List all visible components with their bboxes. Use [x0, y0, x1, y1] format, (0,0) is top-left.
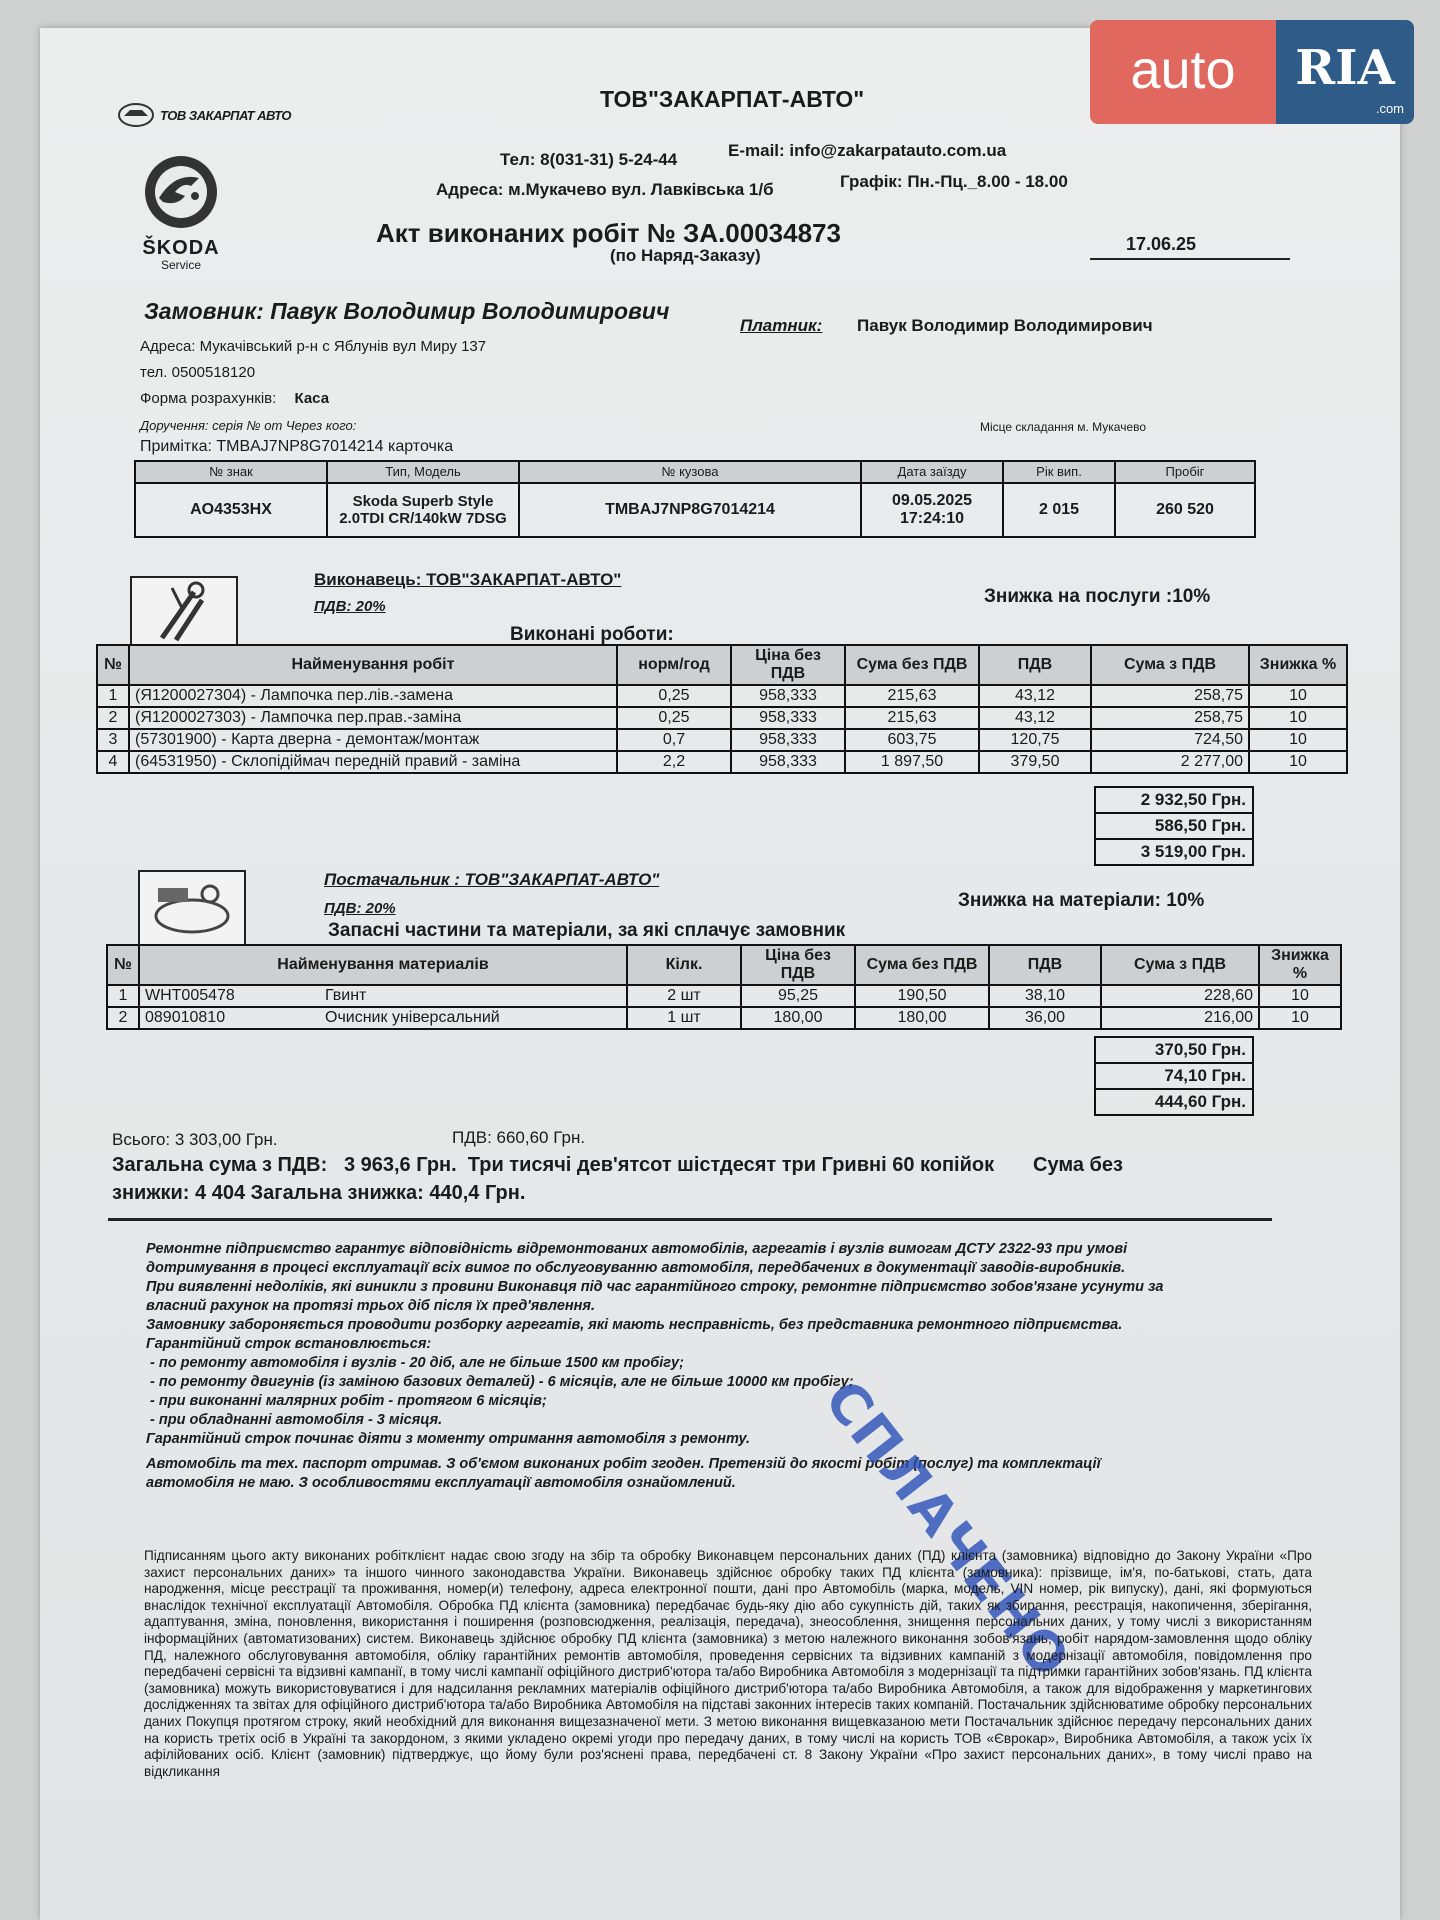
works-image: [130, 576, 238, 654]
parts-image: [138, 870, 246, 948]
works-row-total: 2 277,00: [1091, 751, 1249, 773]
parts-row-code: WHT005478: [145, 987, 235, 1004]
works-row-vat: 43,12: [979, 685, 1091, 707]
vehicle-header-mileage: Пробіг: [1115, 461, 1255, 483]
works-row-name: (Я1200027303) - Лампочка пер.прав.-заміна: [129, 707, 617, 729]
works-row: [97, 707, 1347, 729]
works-row: [97, 751, 1347, 773]
works-row-sum: 603,75: [845, 729, 979, 751]
payer-line: [740, 316, 1153, 336]
works-row-vat: 379,50: [979, 751, 1091, 773]
customer-label: Замовник:: [144, 298, 264, 324]
works-executor: Виконавець: ТОВ"ЗАКАРПАТ-АВТО": [314, 570, 622, 589]
payment-form-value: Каса: [294, 390, 330, 407]
works-total-gross: 3 519,00 Грн.: [1094, 840, 1254, 866]
document-sheet: [40, 28, 1400, 1920]
vehicle-header-year: Рік вип.: [1003, 461, 1115, 483]
warranty-line: Замовнику забороняється проводити розборку агрегатів, які мають несправність, без представника ремонтного підприємства.: [146, 1317, 1123, 1333]
parts-row-price: 180,00: [741, 1007, 855, 1029]
parts-total-gross: 444,60 Грн.: [1094, 1090, 1254, 1116]
works-total-net: 2 932,50 Грн.: [1094, 786, 1254, 814]
vehicle-header-date: Дата заїзду: [861, 461, 1003, 483]
customer-note: Примітка: TMBAJ7NP8G7014214 карточка: [140, 438, 454, 455]
works-row-price: 958,333: [731, 751, 845, 773]
vehicle-date-in: 09.05.2025 17:24:10: [861, 483, 1003, 537]
works-row-discount: 10: [1249, 751, 1347, 773]
warranty-line: - при виконанні малярних робіт - протягом 6 місяців;: [146, 1393, 547, 1409]
parts-row-code: 089010810: [145, 1009, 226, 1026]
parts-row-sum: 180,00: [855, 1007, 989, 1029]
works-row-total: 258,75: [1091, 707, 1249, 729]
works-row-name: (Я1200027304) - Лампочка пер.лів.-замена: [129, 685, 617, 707]
vehicle-header-model: Тип, Модель: [327, 461, 519, 483]
watermark-ria-block: [1276, 20, 1414, 124]
warranty-line: При виявленні недоліків, які виникли з провини Виконавця під час гарантійного строку, ремонтне підприємство зобов'язане усунути за: [146, 1279, 1164, 1295]
warranty-line: - по ремонту автомобіля і вузлів - 20 діб, але не більше 1500 км пробігу;: [146, 1355, 684, 1371]
warranty-line: власний рахунок на протязі трьох діб після їх пред'явлення.: [146, 1298, 596, 1314]
privacy-consent-text: Підписанням цього акту виконаних робітклієнт надає свою згоду на збір та обробку Виконавцем персональних даних (ПД) клієнта (замовника) відповідно до Закону України «Про захист персональних даних» та іншого чинного законодавства України. Виконавець здійснює обробку таких ПД клієнта (замовника): прізвище, ім'я, по-батькові, стать, дата народження, місце реєстрації та проживання, номер(и) телефону, адреса електронної пошти, дані про Автомобіль (марка, модель, VIN номер, рік випуску), дані, які формуються внаслідок технічної експлуатації Автомобіля. Обробка ПД клієнта (замовника) передбачає будь-яку дію або сукупність дій, таких як збирання, реєстрація, накопичення, зберігання, адаптування, зміна, поновлення, використання і поширення (розповсюдження, реалізація, передача), знеособлення, знищення персональних даних, у тому числі з використанням інформаційних (автоматизованих) систем. Виконавець здійснює обробку ПД клієнта (замовника) з метою належного виконання зобов'язань, робіт нарядом-замовлення щодо обліку ПД, належного обслуговування автомобіля, обліку гарантійних ремонтів автомобіля, проведення сервісних та відзивних кампаній з модернізації автомобіля, повідомлення про передбачені сервісні та відзивні кампанії, в тому числі кампанії офіційного дистриб'ютора та/або Виробника Автомобіля з модернізації та підтримки гарантійних зобов'язань. ПД клієнта (замовника) можуть використовуватися і для надсилання рекламних матеріалів офіційного дистриб'ютора та/або Виробника Автомобіля, а також для відображення у маркетингових дослідженнях та звітах для офіційного дистриб'ютора та/або Виробника Автомобіля на підставі законних інтересів таких компаній. Постачальник здійснюватиме обробку персональних даних Покупця протягом строку, який необхідний для виконання вищезазначеної мети. З метою виконання вищевказаною мети Постачальник здійснює передачу персональних даних на користь третіх осіб в Україні та закордоном, з якими укладено окремі угоди про передачу даних, в тому числі на користь ТОВ «Єврокар», Виробника Автомобіля, а також усіх їх афілійованих осіб. Клієнт (замовник) підтверджує, що йому були роз'яснені права, передбачені ст. 8 Закону України «Про захист персональних даних», в тому числі право на відкликання: [144, 1548, 1312, 1779]
skoda-arrow-icon: [141, 152, 221, 232]
works-row-hours: 2,2: [617, 751, 731, 773]
works-header-name: Найменування робіт: [129, 645, 617, 685]
vehicle-plate: AO4353HX: [135, 483, 327, 537]
warranty-line: автомобіля не маю. З особливостями експлуатації автомобіля ознайомлений.: [146, 1475, 736, 1491]
customer-line: [144, 298, 669, 325]
warranty-line: Автомобіль та тех. паспорт отримав. З об'ємом виконаних робіт згоден. Претензій до якості робіт (послуг) та комплектації: [146, 1456, 1101, 1472]
vehicle-year: 2 015: [1003, 483, 1115, 537]
works-row-hours: 0,7: [617, 729, 731, 751]
works-header-hours: норм/год: [617, 645, 731, 685]
autoria-watermark: [1090, 20, 1414, 124]
summary-total: Всього: 3 303,00 Грн.: [112, 1130, 278, 1149]
company-address: Адреса: м.Мукачево вул. Лавківська 1/б: [436, 180, 774, 199]
parts-totals: [1094, 1036, 1254, 1116]
payer-label: Платник:: [740, 316, 823, 335]
skoda-brand: ŠKODA: [142, 237, 220, 259]
parts-header-qty: Кілк.: [627, 945, 741, 985]
works-row-sum: 215,63: [845, 707, 979, 729]
parts-title: Запасні частини та матеріали, за які сплачує замовник: [328, 920, 846, 941]
works-row-n: 4: [97, 751, 129, 773]
parts-row-vat: 38,10: [989, 985, 1101, 1007]
summary-line-1: Загальна сума з ПДВ: 3 963,6 Грн. Три тисячі дев'ятсот шістдесят три Гривні 60 копійок Сума без: [112, 1154, 1123, 1176]
warranty-line: Гарантійний строк починає діяти з моменту отримання автомобіля з ремонту.: [146, 1431, 751, 1447]
skoda-service: Service: [160, 258, 201, 272]
works-row-total: 724,50: [1091, 729, 1249, 751]
parts-header-total: Сума з ПДВ: [1101, 945, 1259, 985]
parts-supplier: Постачальник : ТОВ"ЗАКАРПАТ-АВТО": [324, 870, 660, 889]
works-row-sum: 1 897,50: [845, 751, 979, 773]
company-logo: [116, 100, 291, 130]
works-row: [97, 685, 1347, 707]
works-discount: Знижка на послуги :10%: [984, 586, 1211, 607]
works-row-price: 958,333: [731, 685, 845, 707]
parts-header-price: Ціна без ПДВ: [741, 945, 855, 985]
vehicle-table: [134, 460, 1256, 538]
works-header-vat: ПДВ: [979, 645, 1091, 685]
parts-row-discount: 10: [1259, 1007, 1341, 1029]
parts-row-qty: 1 шт: [627, 1007, 741, 1029]
works-row-discount: 10: [1249, 729, 1347, 751]
company-schedule: Графік: Пн.-Пц._8.00 - 18.00: [840, 172, 1068, 191]
works-header-n: №: [97, 645, 129, 685]
warranty-line: - по ремонту двигунів (із заміною базових деталей) - 6 місяців, але не більше 10000 км пробігу;: [146, 1374, 854, 1390]
works-row-vat: 43,12: [979, 707, 1091, 729]
authorization-line: Доручення: серія № от Через кого:: [140, 418, 357, 433]
payer-name: Павук Володимир Володимирович: [857, 316, 1153, 335]
vehicle-table-header: [135, 461, 1255, 483]
works-header-discount: Знижка %: [1249, 645, 1347, 685]
works-title: Виконані роботи:: [510, 624, 674, 645]
works-row-n: 2: [97, 707, 129, 729]
parts-header-vat: ПДВ: [989, 945, 1101, 985]
summary-vat: ПДВ: 660,60 Грн.: [452, 1128, 586, 1147]
works-header-total: Сума з ПДВ: [1091, 645, 1249, 685]
parts-row-sum: 190,50: [855, 985, 989, 1007]
watermark-auto: auto: [1090, 20, 1276, 124]
warranty-terms: [146, 1240, 1276, 1493]
works-row-n: 1: [97, 685, 129, 707]
works-header-sum: Сума без ПДВ: [845, 645, 979, 685]
vehicle-model: Skoda Superb Style 2.0TDI CR/140kW 7DSG: [327, 483, 519, 537]
warranty-line: Гарантійний строк встановлюється:: [146, 1336, 432, 1352]
vehicle-mileage: 260 520: [1115, 483, 1255, 537]
works-header-price: Ціна без ПДВ: [731, 645, 845, 685]
works-row-name: (64531950) - Склопідіймач передній правий - заміна: [129, 751, 617, 773]
vehicle-header-plate: № знак: [135, 461, 327, 483]
works-row-price: 958,333: [731, 707, 845, 729]
parts-header-sum: Сума без ПДВ: [855, 945, 989, 985]
parts-vat: ПДВ: 20%: [324, 900, 396, 917]
parts-header-name: Найменування материалів: [139, 945, 627, 985]
parts-row-name: [139, 985, 627, 1007]
parts-row-price: 95,25: [741, 985, 855, 1007]
parts-row-n: 1: [107, 985, 139, 1007]
parts-header-discount: Знижка %: [1259, 945, 1341, 985]
works-row-n: 3: [97, 729, 129, 751]
date-underline: [1090, 258, 1290, 260]
company-email: E-mail: info@zakarpatauto.com.ua: [728, 141, 1007, 160]
parts-total-net: 370,50 Грн.: [1094, 1036, 1254, 1064]
parts-row-name: [139, 1007, 627, 1029]
works-row-hours: 0,25: [617, 685, 731, 707]
parts-row-discount: 10: [1259, 985, 1341, 1007]
parts-row-title: Очисник універсальний: [325, 1009, 500, 1026]
customer-address: Адреса: Мукачівський р-н с Яблунів вул Миру 137: [140, 338, 487, 355]
works-totals: [1094, 786, 1254, 866]
parts-total-vat: 74,10 Грн.: [1094, 1064, 1254, 1090]
works-row-name: (57301900) - Карта дверна - демонтаж/монтаж: [129, 729, 617, 751]
warranty-line: дотримування в процесі експлуатації всіх вимог по обслуговуванню автомобіля, передбачених в документації заводів-виробників.: [146, 1260, 1126, 1276]
works-row-vat: 120,75: [979, 729, 1091, 751]
summary-line-2: знижки: 4 404 Загальна знижка: 440,4 Грн.: [112, 1182, 526, 1204]
place-of-compilation: Місце складання м. Мукачево: [980, 420, 1147, 434]
paid-stamp: СПЛАЧЕНО: [812, 1368, 1083, 1691]
company-name: ТОВ"ЗАКАРПАТ-АВТО": [600, 86, 865, 112]
vehicle-table-row: [135, 483, 1255, 537]
parts-table-header: [107, 945, 1341, 985]
works-row-sum: 215,63: [845, 685, 979, 707]
skoda-logo: [126, 152, 236, 272]
company-phone: Тел: 8(031-31) 5-24-44: [500, 150, 678, 169]
tools-icon: [132, 578, 232, 648]
watermark-ria: RIA: [1295, 40, 1395, 96]
warranty-line: Ремонтне підприємство гарантує відповідність відремонтованих автомобілів, агрегатів і вузлів вимогам ДСТУ 2322-93 при умові: [146, 1241, 1128, 1257]
act-subtitle: (по Наряд-Заказу): [610, 246, 761, 265]
parts-discount: Знижка на матеріали: 10%: [958, 890, 1205, 911]
parts-row-vat: 36,00: [989, 1007, 1101, 1029]
works-row-discount: 10: [1249, 685, 1347, 707]
parts-row: [107, 985, 1341, 1007]
vehicle-header-vin: № кузова: [519, 461, 861, 483]
warranty-line: - при обладнанні автомобіля - 3 місяця.: [146, 1412, 443, 1428]
act-date: 17.06.25: [1126, 234, 1197, 254]
customer-name: Павук Володимир Володимирович: [270, 298, 670, 324]
company-logo-text: ТОВ ЗАКАРПАТ АВТО: [160, 107, 291, 123]
parts-icon: [140, 872, 240, 942]
customer-phone: тел. 0500518120: [140, 364, 256, 381]
parts-row-qty: 2 шт: [627, 985, 741, 1007]
parts-row-total: 216,00: [1101, 1007, 1259, 1029]
works-total-vat: 586,50 Грн.: [1094, 814, 1254, 840]
works-row-total: 258,75: [1091, 685, 1249, 707]
parts-row-total: 228,60: [1101, 985, 1259, 1007]
payment-form: [140, 390, 329, 407]
watermark-com: .com: [1375, 101, 1404, 116]
works-row: [97, 729, 1347, 751]
summary-divider: [108, 1218, 1272, 1221]
parts-row: [107, 1007, 1341, 1029]
vehicle-vin: TMBAJ7NP8G7014214: [519, 483, 861, 537]
car-logo-icon: [116, 100, 156, 130]
works-table-header: [97, 645, 1347, 685]
parts-table: [106, 944, 1342, 1030]
parts-row-n: 2: [107, 1007, 139, 1029]
works-row-hours: 0,25: [617, 707, 731, 729]
works-vat: ПДВ: 20%: [314, 598, 386, 615]
parts-header-n: №: [107, 945, 139, 985]
works-row-discount: 10: [1249, 707, 1347, 729]
works-row-price: 958,333: [731, 729, 845, 751]
parts-row-title: Гвинт: [325, 987, 367, 1004]
works-table: [96, 644, 1348, 774]
payment-form-label: Форма розрахунків:: [140, 390, 277, 407]
act-title: Акт виконаних робіт № ЗА.00034873: [376, 218, 841, 248]
